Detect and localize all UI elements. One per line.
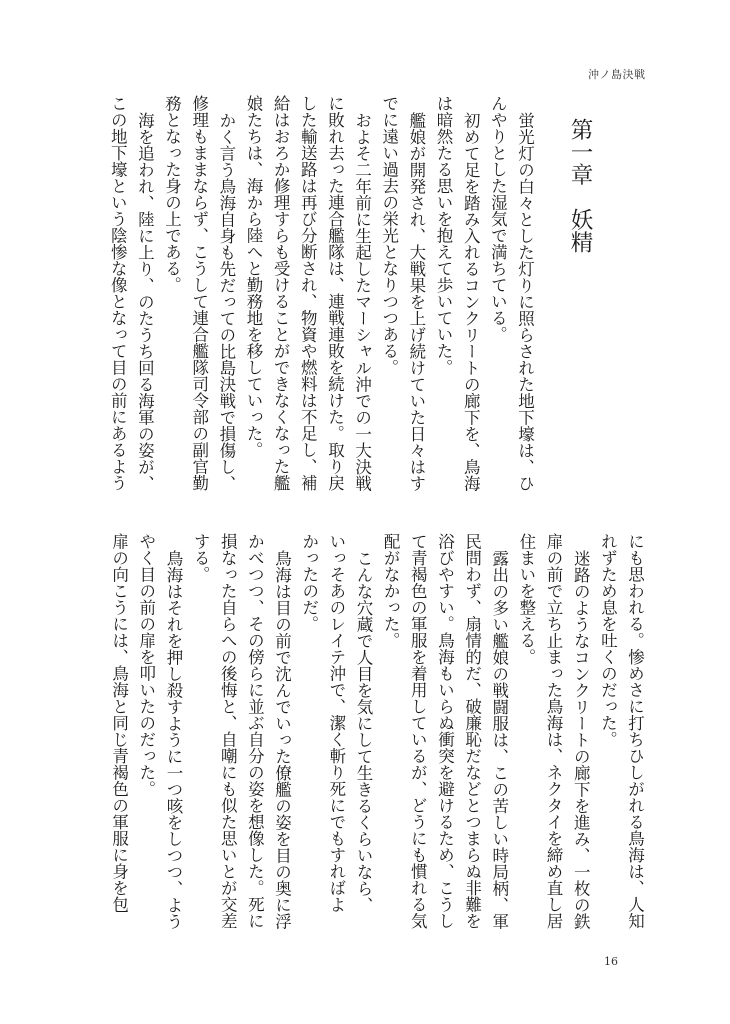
text-column: かく言う鳥海自身も先だっての比島決戦で損傷し、 — [216, 111, 236, 491]
text-column: んやりとした湿気で満ちている。 — [488, 95, 508, 343]
text-column: やく目の前の扉を叩いたのだった。 — [136, 533, 156, 797]
page-number: 16 — [604, 955, 618, 968]
text-column: 損なった自らへの後悔と、自嘲にも似た思いとが交差 — [218, 533, 238, 929]
text-column: 鳥海はそれを押し殺すように一つ咳をしつつ、よう — [163, 549, 183, 929]
text-column: て青褐色の軍服を着用しているが、どうにも慣れる気 — [408, 533, 428, 929]
text-column: 民問わず、扇情的だ、破廉恥だなどとつまらぬ非難を — [462, 533, 482, 929]
text-column: 扉の前で立ち止まった鳥海は、ネクタイを締め直し居 — [544, 533, 564, 929]
text-column: れずため息を吐くのだった。 — [598, 533, 618, 748]
text-column: にも思われる。惨めさに打ちひしがれる鳥海は、人知 — [625, 533, 645, 929]
text-column: 娘たちは、海から陸へと勤務地を移していった。 — [244, 95, 263, 458]
text-column: いっそあのレイテ沖で、潔く斬り死にでもすればよ — [326, 533, 346, 913]
text-column: 給はおろか修理すらも受けることができなくなった艦 — [271, 95, 291, 491]
text-column: 鳥海は目の前で沈んでいった僚艦の姿を目の奥に浮 — [272, 549, 292, 929]
chapter-title: 第一章 妖精 — [567, 118, 593, 253]
text-column: 浴びやすい。鳥海もいらぬ衝突を避けるため、こうし — [435, 533, 455, 929]
text-column: 艦娘が開発され、大戦果を上げ続けていた日々はす — [406, 111, 426, 491]
text-column: 蛍光灯の白々とした灯りに照らされた地下壕は、ひ — [515, 111, 535, 491]
text-column: 住まいを整える。 — [516, 533, 536, 665]
text-column: する。 — [191, 533, 211, 583]
text-column: 配がなかった。 — [381, 533, 401, 649]
running-header-title: 沖ノ島決戦 — [588, 68, 646, 81]
text-column: 修理もままならず、こうして連合艦隊司令部の副官勤 — [189, 95, 209, 491]
text-column: した輸送路は再び分断され、物資や燃料は不足し、補 — [298, 95, 318, 491]
text-column: に敗れ去った連合艦隊は、連戦連敗を続けた。取り戻 — [325, 95, 345, 491]
text-column: 迷路のようなコンクリートの廊下を進み、一枚の鉄 — [571, 549, 591, 929]
text-column: は暗然たる思いを抱えて歩いていた。 — [434, 95, 454, 376]
text-column: でに遠い過去の栄光となりつつある。 — [379, 95, 399, 376]
text-column: 扉の向こうには、鳥海と同じ青褐色の軍服に身を包 — [109, 533, 129, 913]
text-column: 露出の多い艦娘の戦闘服は、この苦しい時局柄、軍 — [489, 549, 509, 929]
text-column: かったのだ。 — [299, 533, 319, 632]
text-column: 海を追われ、陸に上り、のたうち回る海軍の姿が、 — [135, 111, 155, 491]
text-column: かべつつ、その傍らに並ぶ自分の姿を想像した。死に — [245, 533, 265, 929]
text-column: 初めて足を踏み入れるコンクリートの廊下を、鳥海 — [461, 111, 481, 491]
text-column: こんな穴蔵で人目を気にして生きるくらいなら、 — [354, 549, 373, 913]
text-column: 務となった身の上である。 — [162, 95, 182, 293]
text-column: およそ二年前に生起したマーシャル沖での一大決戦 — [352, 111, 372, 491]
text-column: この地下壕という陰惨な像となって目の前にあるよう — [108, 95, 128, 491]
